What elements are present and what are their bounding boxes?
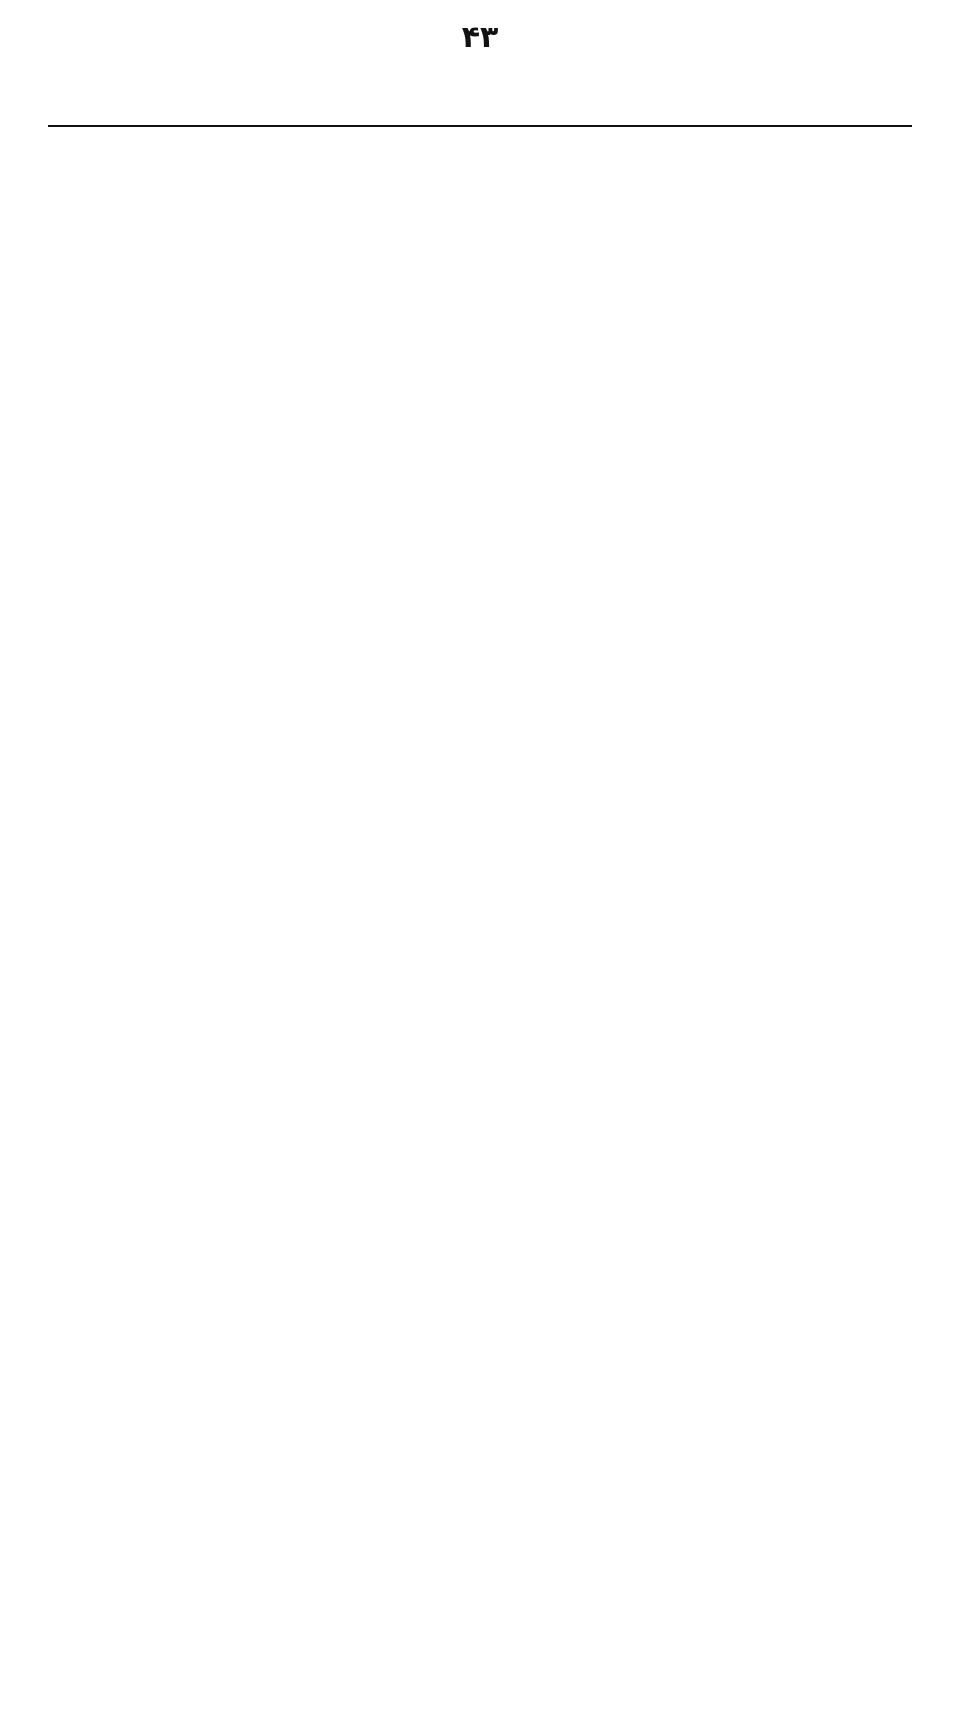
- footnote-divider: [48, 125, 912, 127]
- page-number: ۴۳: [461, 20, 499, 55]
